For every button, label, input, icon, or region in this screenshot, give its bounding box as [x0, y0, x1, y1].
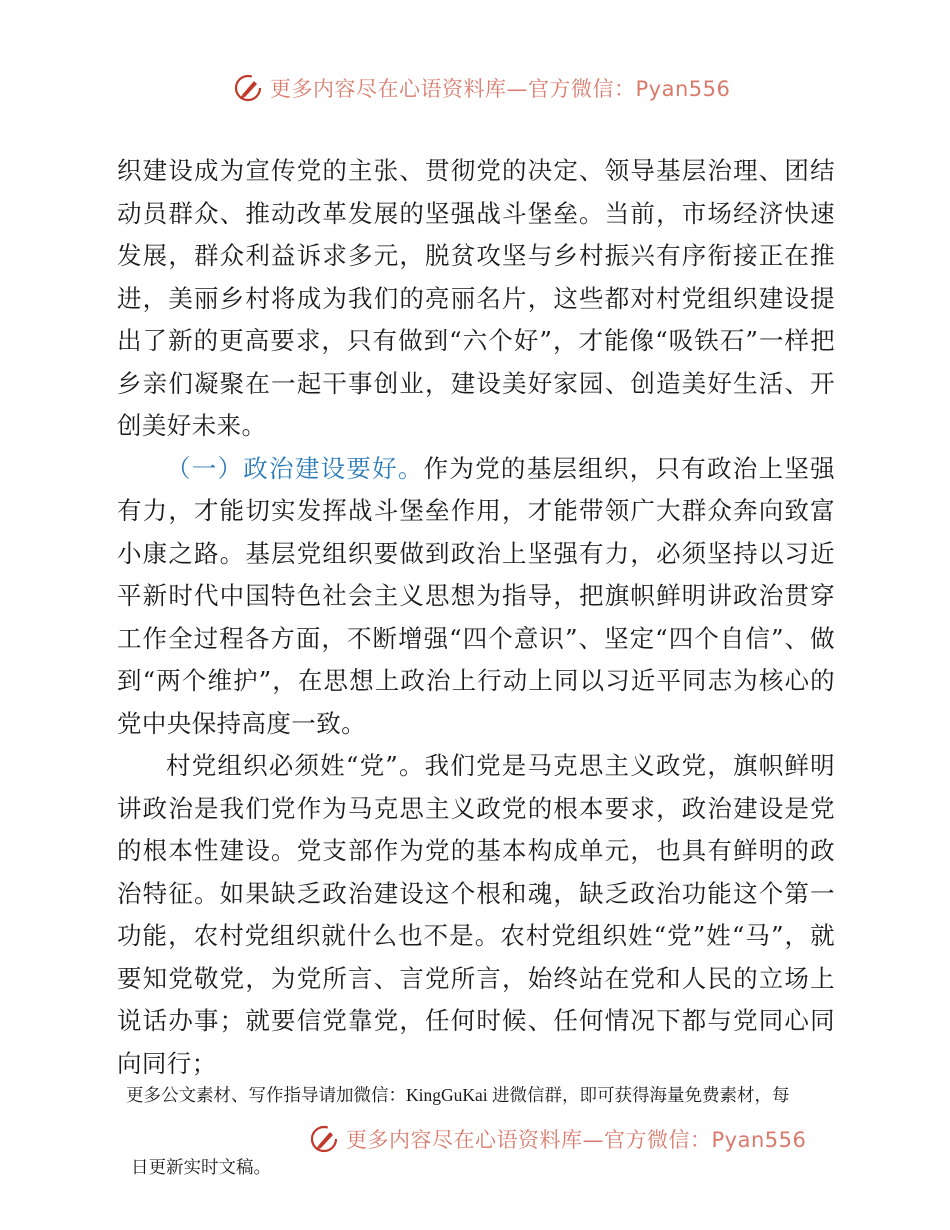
footer-promo-line-1: 更多公文素材、写作指导请加微信：KingGuKai 进微信群，即可获得海量免费素材，每	[126, 1085, 790, 1105]
paragraph-text: 织建设成为宣传党的主张、贯彻党的决定、领导基层治理、团结动员群众、推动改革发展的坚强战斗堡垒。当前，市场经济快速发展，群众利益诉求多元，脱贫攻坚与乡村振兴有序衔接正在推进，美丽乡村将成为我们的亮丽名片，这些都对村党组织建设提出了新的更高要求，只有做到“六个好”，才能像“吸铁石”一样把乡亲们凝聚在一起干事创业，建设美好家园、创造美好生活、开创美好未来。	[117, 156, 835, 440]
paragraph-text: 村党组织必须姓“党”。我们党是马克思主义政党，旗帜鲜明讲政治是我们党作为马克思主义政党的根本要求，政治建设是党的根本性建设。党支部作为党的基本构成单元，也具有鲜明的政治特征。如果缺乏政治建设这个根和魂，缺乏政治功能这个第一功能，农村党组织就什么也不是。农村党组织姓“党”姓“马”，就要知党敬党，为党所言、言党所言，始终站在党和人民的立场上说话办事；就要信党靠党，任何时候、任何情况下都与党同心同向同行；	[117, 751, 835, 1078]
pen-seal-icon	[310, 1124, 340, 1154]
paragraph-political-building	[117, 448, 835, 746]
paragraph-text: 作为党的基层组织，只有政治上坚强有力，才能切实发挥战斗堡垒作用，才能带领广大群众奔向致富小康之路。基层党组织要做到政治上坚强有力，必须坚持以习近平新时代中国特色社会主义思想为指导，把旗帜鲜明讲政治贯穿工作全过程各方面，不断增强“四个意识”、坚定“四个自信”、做到“两个维护”，在思想上政治上行动上同以习近平同志为核心的党中央保持高度一致。	[117, 453, 835, 738]
watermark-top	[234, 73, 730, 103]
watermark-text: 更多内容尽在心语资料库—官方微信：Pyan556	[270, 77, 731, 101]
section-heading: （一）政治建设要好。	[166, 453, 424, 483]
document-body	[117, 150, 835, 1085]
pen-seal-icon	[234, 73, 264, 103]
watermark-text: 更多内容尽在心语资料库—官方微信：Pyan556	[346, 1128, 807, 1152]
watermark-bottom	[310, 1124, 806, 1154]
paragraph-party-surname	[117, 745, 835, 1085]
footer-promo-line-2: 日更新实时文稿。	[131, 1157, 271, 1177]
paragraph-continuation	[117, 150, 835, 448]
